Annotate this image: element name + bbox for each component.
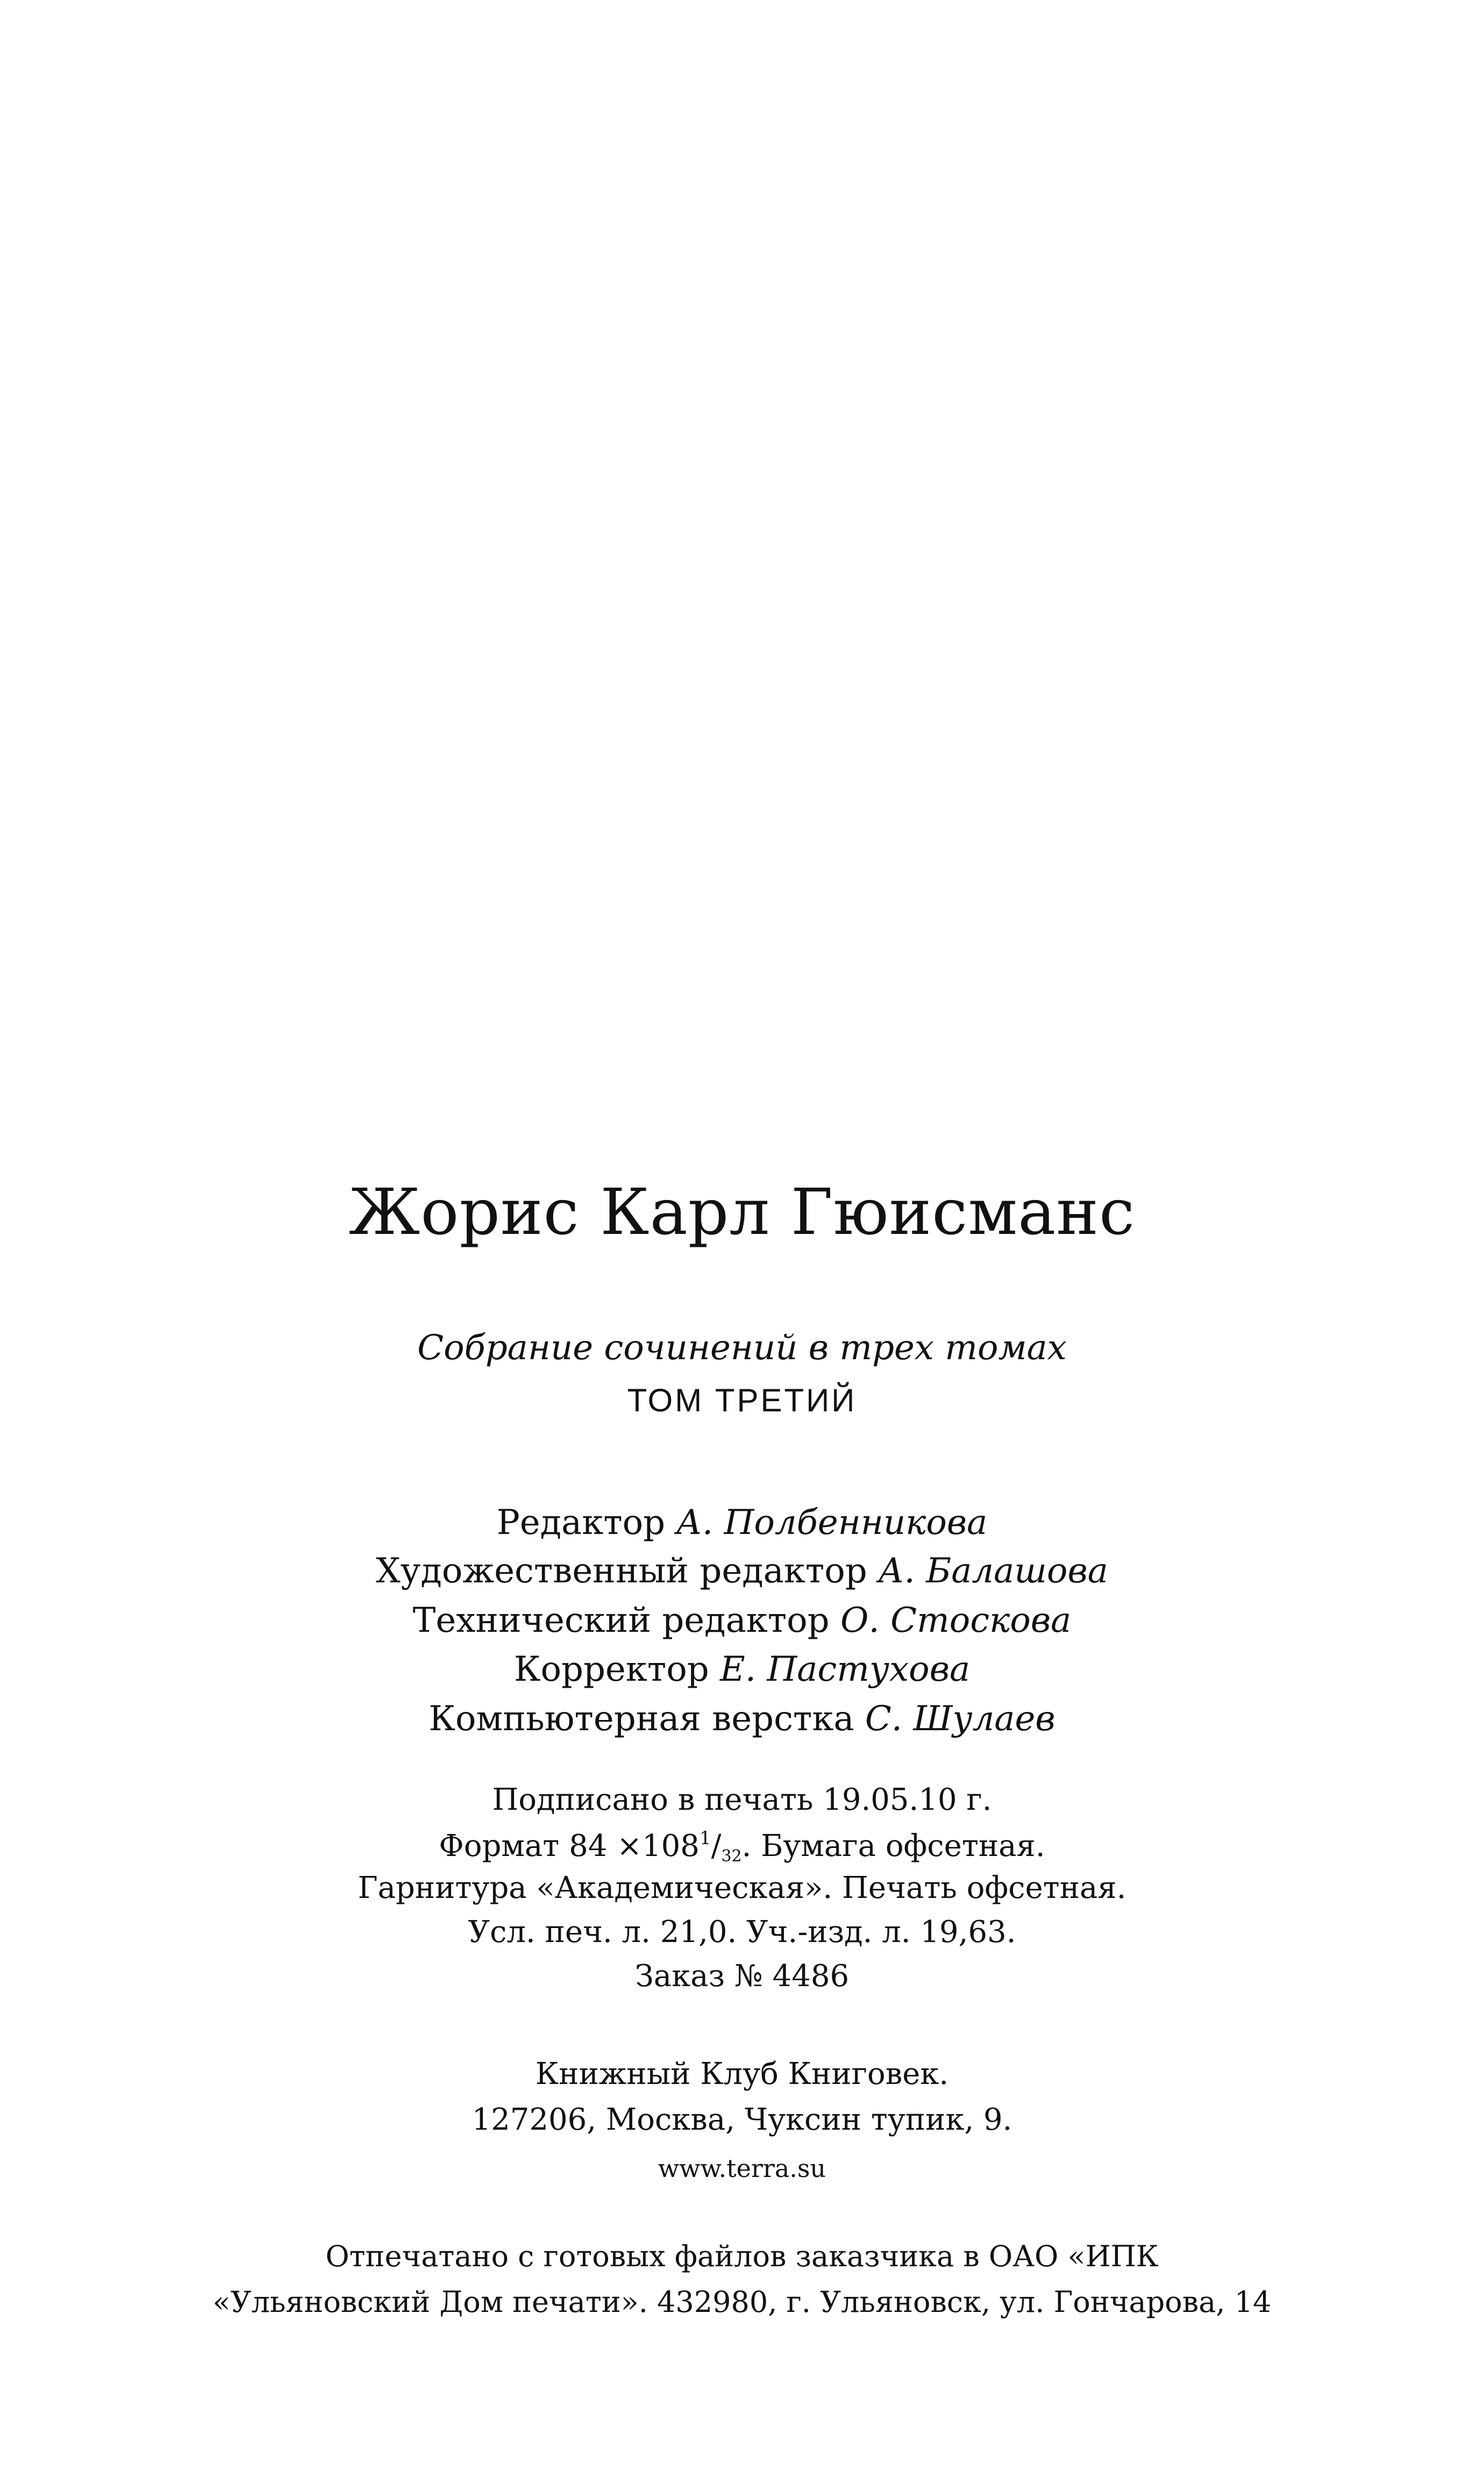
credit-layout xyxy=(0,1699,1484,1739)
series-title: Собрание сочинений в трех томах xyxy=(417,1328,1067,1368)
format-denominator: 32 xyxy=(721,1847,742,1866)
credit-role: Художественный редактор xyxy=(376,1551,867,1591)
author-name: Жорис Карл Гюисманс xyxy=(348,1175,1136,1249)
printer-line-2: «Ульяновский Дом печати». 432980, г. Ульяновск, ул. Гончарова, 14 xyxy=(212,2285,1272,2319)
credit-person: А. Балашова xyxy=(878,1551,1108,1591)
credit-proofreader xyxy=(0,1652,1484,1687)
format-prefix: Формат 84 ×108 xyxy=(439,1829,700,1864)
spec-order: Заказ № 4486 xyxy=(634,1959,850,1994)
volume-label: ТОМ ТРЕТИЙ xyxy=(627,1382,857,1418)
credit-editor xyxy=(0,1503,1484,1543)
format-suffix: . Бумага офсетная. xyxy=(741,1829,1045,1864)
printer-line-1: Отпечатано с готовых файлов заказчика в ОАО «ИПК xyxy=(325,2239,1159,2273)
credit-role: Редактор xyxy=(496,1503,666,1543)
format-numerator: 1 xyxy=(699,1828,711,1849)
spec-sheets: Усл. печ. л. 21,0. Уч.-изд. л. 19,63. xyxy=(468,1915,1016,1950)
spec-typeface: Гарнитура «Академическая». Печать офсетная. xyxy=(358,1871,1126,1905)
credit-technical-editor xyxy=(0,1603,1484,1638)
credit-person: О. Стоскова xyxy=(840,1601,1072,1640)
spec-format xyxy=(0,1829,1484,1865)
publisher-address: 127206, Москва, Чуксин тупик, 9. xyxy=(472,2102,1012,2137)
credit-person: Е. Пастухова xyxy=(720,1650,971,1689)
credit-role: Корректор xyxy=(513,1650,709,1689)
spec-signed: Подписано в печать 19.05.10 г. xyxy=(492,1782,992,1817)
credit-role: Компьютерная верстка xyxy=(429,1699,854,1739)
credit-art-editor xyxy=(0,1551,1484,1591)
credit-person: А. Полбенникова xyxy=(676,1503,988,1543)
publisher-website: www.terra.su xyxy=(658,2154,826,2183)
format-slash: / xyxy=(711,1829,722,1864)
publisher-name: Книжный Клуб Книговек. xyxy=(535,2057,949,2092)
credit-role: Технический редактор xyxy=(412,1601,830,1640)
credit-person: С. Шулаев xyxy=(865,1699,1055,1739)
